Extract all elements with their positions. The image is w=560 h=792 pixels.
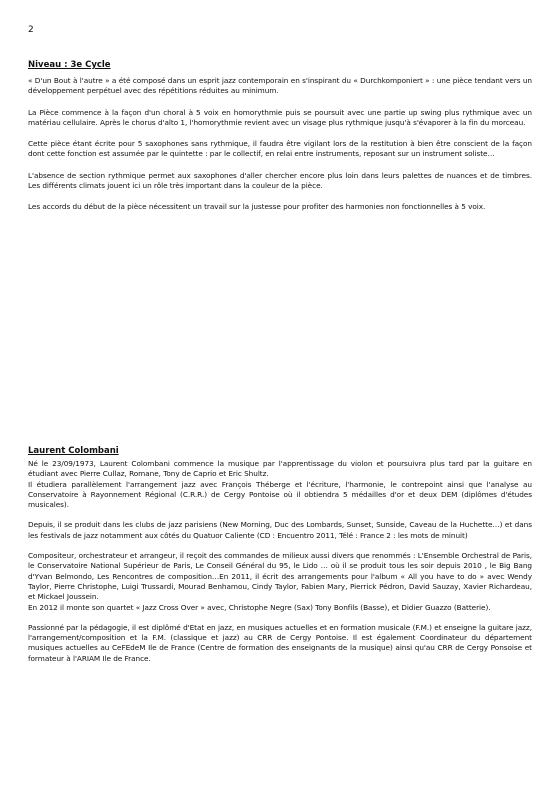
bio-paragraph: En 2012 il monte son quartet « Jazz Cross Over » avec, Christophe Negre (Sax) Tony Bonfils (Basse), et Didier Guazzo (Batterie). (28, 602, 491, 612)
level-paragraph: L'absence de section rythmique permet aux saxophones d'aller chercher encore plus loin dans leurs palettes de nuances et de timbres. Les différents climats jouent ici un rôle très important dans la couleur de la pièce. (28, 170, 532, 191)
level-paragraph: Les accords du début de la pièce nécessitent un travail sur la justesse pour profiter des harmonies non fonctionnelles à 5 voix. (28, 202, 486, 212)
bio-paragraph: Il étudiera parallèlement l'arrangement jazz avec François Théberge et l'écriture, l'harmonie, le contrepoint ainsi que l'analyse au Conservatoire à Rayonnement Régional (C.R.R.) de Cergy Pontoise où il obtiendra 5 médailles d'or et deux DEM (diplômes d'études musicales). (28, 479, 532, 510)
level-paragraph: La Pièce commence à la façon d'un choral à 5 voix en homorythmie puis se poursuit avec une partie up swing plus rythmique avec un matériau cellulaire. Après le chorus d'alto 1, l'homorythmie revient avec un visage plus rythmique jusqu'à s'évaporer à la fin du morceau. (28, 107, 532, 127)
bio-paragraph: Passionné par la pédagogie, il est diplômé d'Etat en jazz, en musiques actuelles et en formation musicale (F.M.) et enseigne la guitare jazz, l'arrangement/composition et la F.M. (classique et jazz) au CRR de Cergy Pontoise. Il est également Coordinateur du département musiques actuelles au CeFEdeM Ile de France (Centre de formation des enseignants de la musique) ainsi qu'au CRR de Cergy Ponsoise et formateur à l'ARIAM Ile de France. (28, 622, 532, 663)
level-paragraph: « D'un Bout à l'autre » a été composé dans un esprit jazz contemporain en s'inspirant du « Durchkomponiert » : une pièce tendant vers un développement perpétuel avec des répétitions réduites au minimum. (28, 76, 532, 96)
page-number: 2 (28, 25, 34, 35)
bio-section (28, 446, 532, 674)
bio-paragraph: Compositeur, orchestrateur et arrangeur, il reçoit des commandes de milieux aussi divers que renommés : L'Ensemble Orchestral de Paris, le Conservatoire National Supérieur de Paris, Le Conseil Général du 95, le Lido … où il se produit tous les soir depuis 2010 , le Big Bang d'Yvan Belmondo, Les Rencontres de composition…En 2011, il écrit des arrangements pour l'album « All you have to do » avec Wendy Taylor, Pierre Christophe, Luigi Trussardi, Mourad Benhamou, Cindy Taylor, Fabien Mary, Pierrick Pédron, David Sauzay, Xavier Richardeau, et Mickael Joussein. (28, 551, 532, 602)
level-paragraph: Cette pièce étant écrite pour 5 saxophones sans rythmique, il faudra être vigilant lors de la restitution à bien être conscient de la façon dont cette fonction est assumée par le quintette : par le collectif, en relai entre instruments, reposant sur un instrument soliste… (28, 139, 532, 159)
level-section (28, 60, 532, 224)
bio-paragraph: Depuis, il se produit dans les clubs de jazz parisiens (New Morning, Duc des Lombards, Sunset, Sunside, Caveau de la Huchette…) et dans les festivals de jazz notamment aux côtés du Quatuor Caliente (CD : Encuentro 2011, Télé : France 2 : les mots de minuit) (28, 520, 532, 540)
bio-heading: Laurent Colombani (28, 446, 119, 456)
level-heading: Niveau : 3e Cycle (28, 60, 111, 70)
bio-paragraph: Né le 23/09/1973, Laurent Colombani commence la musique par l'apprentissage du violon et poursuivra plus tard par la guitare en étudiant avec Pierre Cullaz, Romane, Tony de Caprio et Eric Shultz. (28, 459, 532, 479)
